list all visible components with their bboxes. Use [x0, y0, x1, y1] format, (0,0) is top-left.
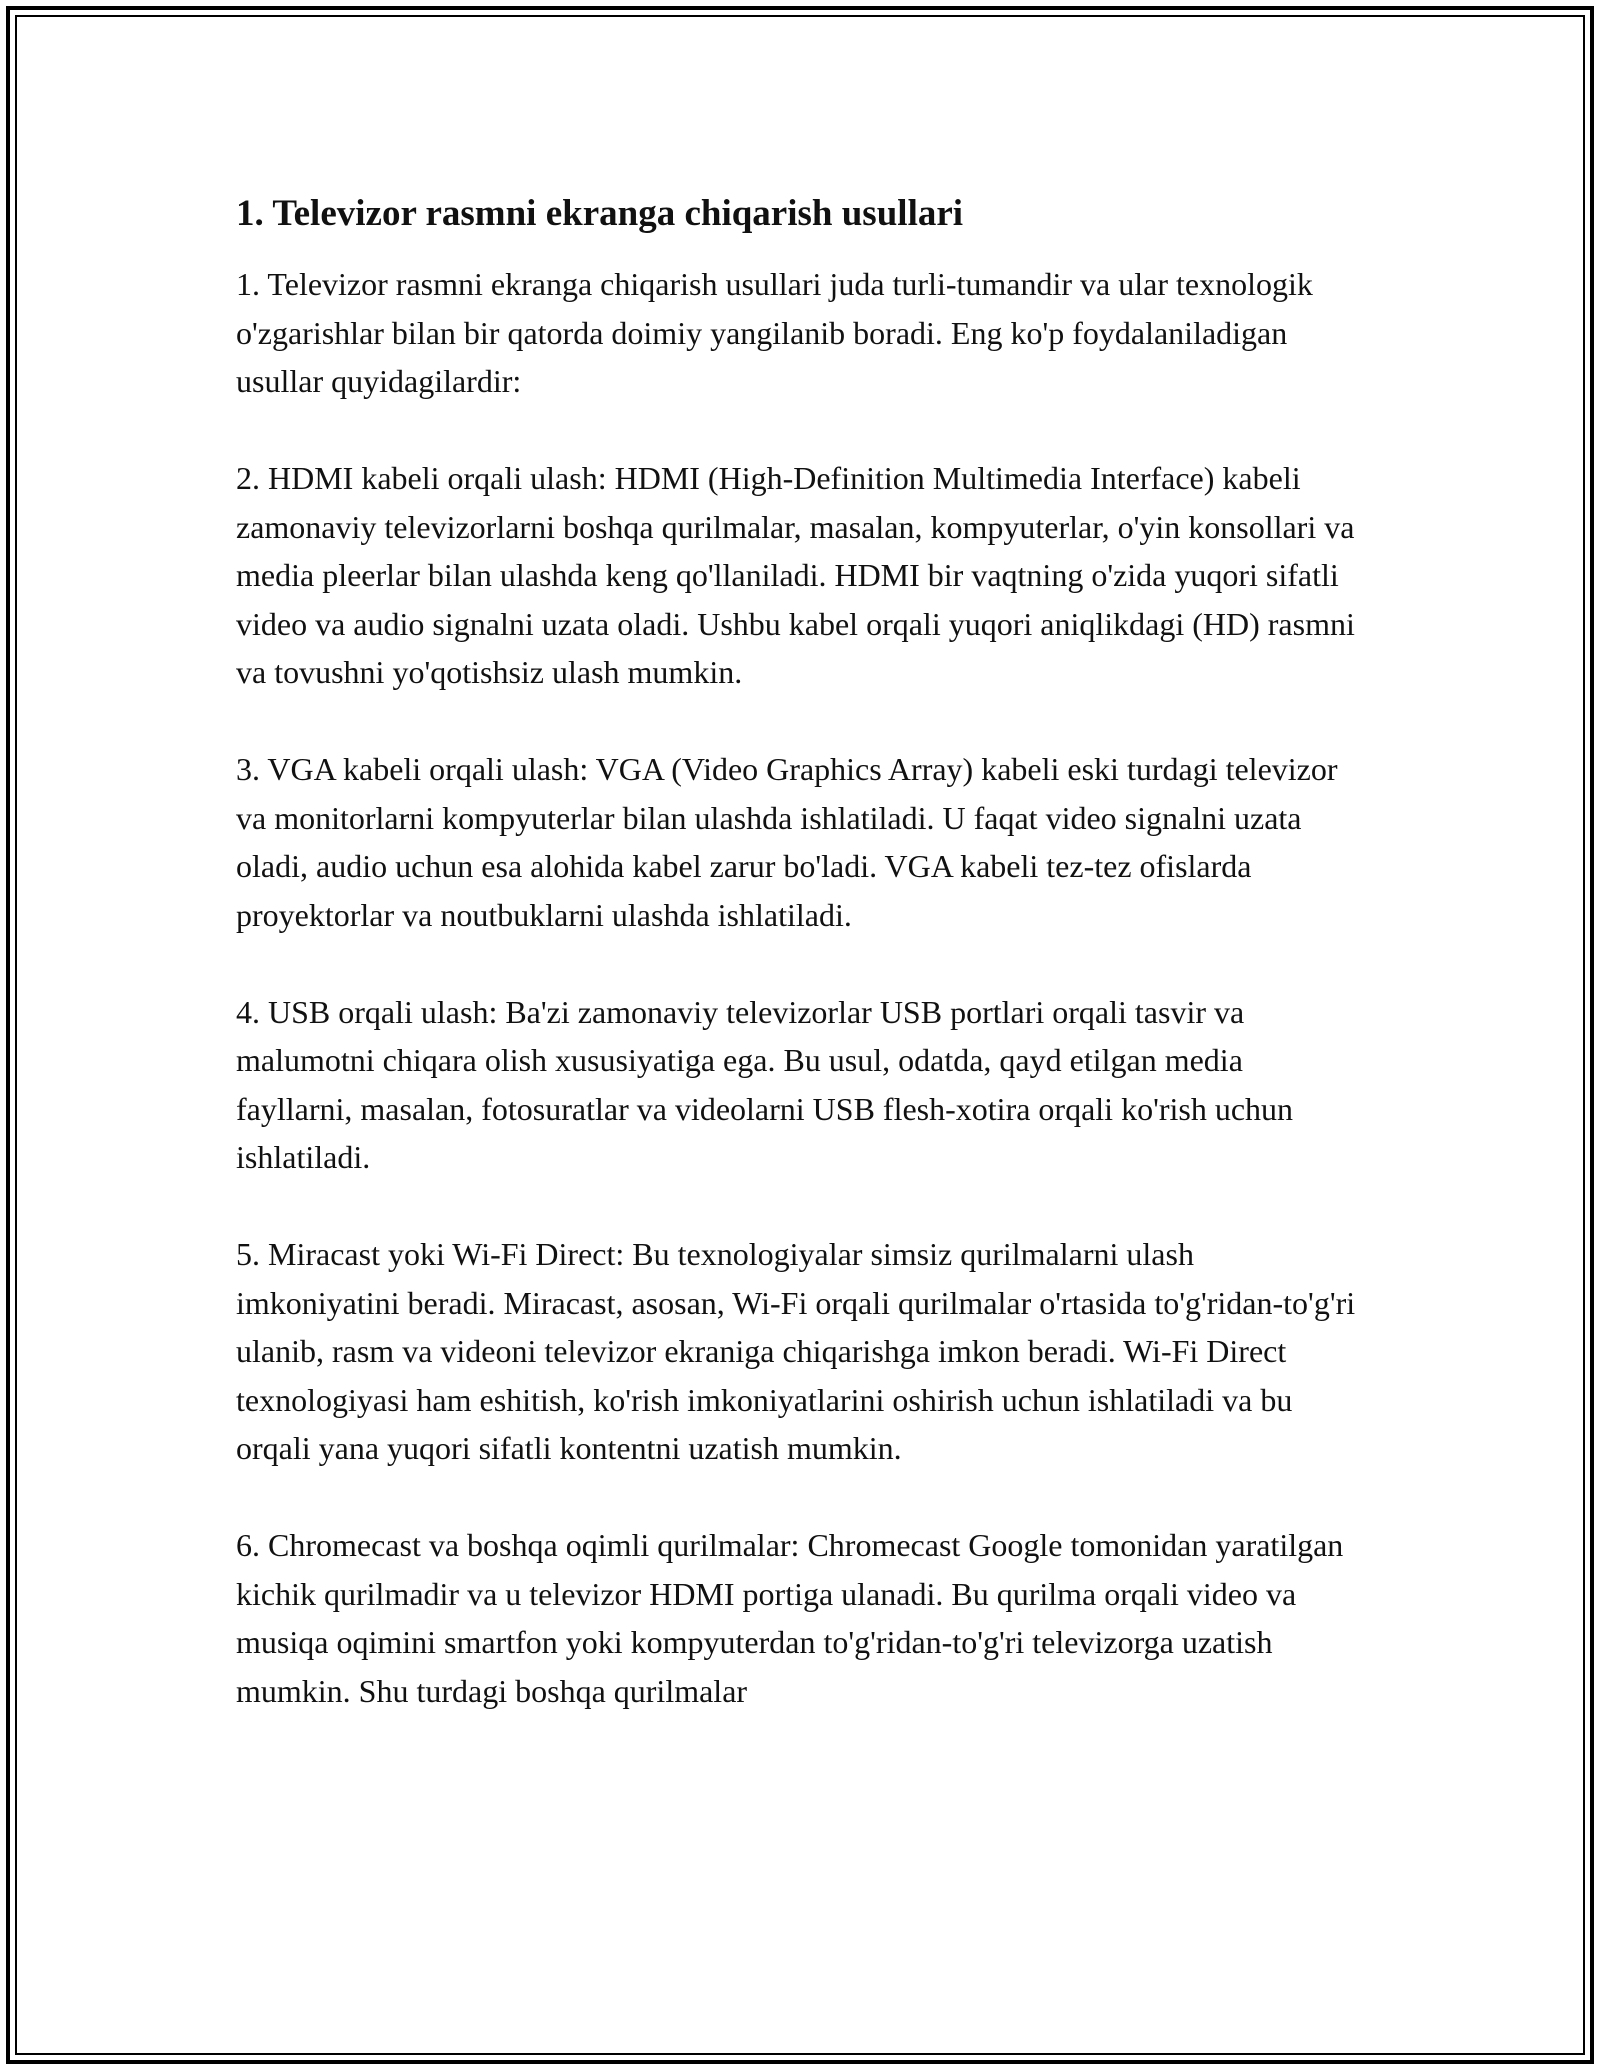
- paragraph-usb: 4. USB orqali ulash: Ba'zi zamonaviy televizorlar USB portlari orqali tasvir va malumotni chiqara olish xususiyatiga ega. Bu usul, odatda, qayd etilgan media fayllarni, masalan, fotosuratlar va videolarni USB flesh-xotira orqali ko'rish uchun ishlatiladi.: [236, 993, 1294, 1175]
- document-title: 1. Televizor rasmni ekranga chiqarish usullari: [236, 193, 964, 234]
- document-body: [236, 190, 1364, 1715]
- paragraph-vga: 3. VGA kabeli orqali ulash: VGA (Video Graphics Array) kabeli eski turdagi televizor va monitorlarni kompyuterlar bilan ulashda ishlatiladi. U faqat video signalni uzata oladi, audio uchun esa alohida kabel zarur bo'ladi. VGA kabeli tez-tez ofislarda proyektorlar va noutbuklarni ulashda ishlatiladi.: [236, 751, 1338, 933]
- paragraph-hdmi: 2. HDMI kabeli orqali ulash: HDMI (High-Definition Multimedia Interface) kabeli zamonaviy televizorlarni boshqa qurilmalar, masalan, kompyuterlar, o'yin konsollari va media pleerlar bilan ulashda keng qo'llaniladi. HDMI bir vaqtning o'zida yuqori sifatli video va audio signalni uzata oladi. Ushbu kabel orqali yuqori aniqlikdagi (HD) rasmni va tovushni yo'qotishsiz ulash mumkin.: [236, 460, 1355, 690]
- paragraph-intro: 1. Televizor rasmni ekranga chiqarish usullari juda turli-tumandir va ular texnologik o'zgarishlar bilan bir qatorda doimiy yangilanib boradi. Eng ko'p foydalaniladigan usullar quyidagilardir:: [236, 266, 1313, 399]
- paragraph-chromecast: 6. Chromecast va boshqa oqimli qurilmalar: Chromecast Google tomonidan yaratilgan kichik qurilmadir va u televizor HDMI portiga ulanadi. Bu qurilma orqali video va musiqa oqimini smartfon yoki kompyuterdan to'g'ridan-to'g'ri televizorga uzatish mumkin. Shu turdagi boshqa qurilmalar: [236, 1527, 1344, 1709]
- paragraph-miracast: 5. Miracast yoki Wi-Fi Direct: Bu texnologiyalar simsiz qurilmalarni ulash imkoniyatini beradi. Miracast, asosan, Wi-Fi orqali qurilmalar o'rtasida to'g'ridan-to'g'ri ulanib, rasm va videoni televizor ekraniga chiqarishga imkon beradi. Wi-Fi Direct texnologiyasi ham eshitish, ko'rish imkoniyatlarini oshirish uchun ishlatiladi va bu orqali yana yuqori sifatli kontentni uzatish mumkin.: [236, 1236, 1356, 1466]
